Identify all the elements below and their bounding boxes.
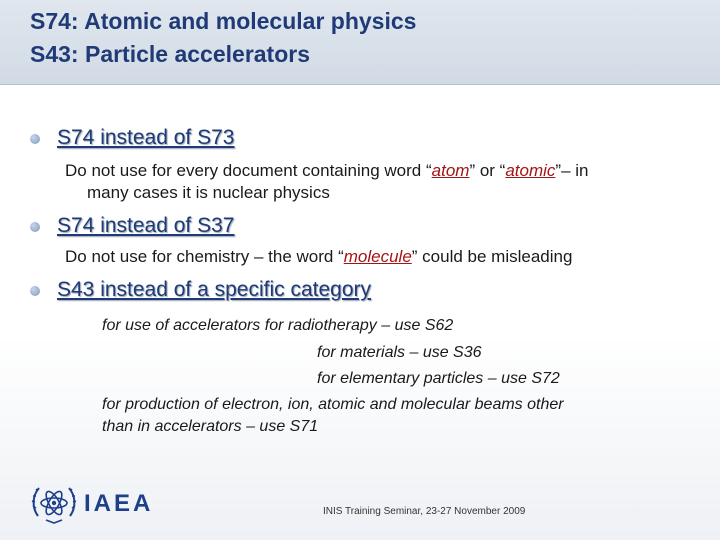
slide-content [0, 85, 720, 540]
title-band [0, 0, 720, 85]
bullet-dot-icon [30, 286, 40, 296]
iaea-atom-emblem-icon [30, 482, 78, 526]
term-molecule: molecule [343, 247, 412, 266]
bullet-description-1: Do not use for every document containing word “atom” or “atomic”– in many cases it is nuclear physics [65, 161, 589, 202]
note-elementary-particles: for elementary particles – use S72 [317, 370, 560, 387]
note-materials: for materials – use S36 [317, 344, 482, 361]
bullet-description-2: Do not use for chemistry – the word “molecule” could be misleading [65, 247, 573, 266]
bullet-heading: S74 instead of S37 [57, 214, 235, 237]
iaea-logo-text: IAEA [84, 490, 154, 517]
bullet-dot-icon [30, 222, 40, 232]
slide-title-line-1: S74: Atomic and molecular physics [30, 8, 417, 34]
note-beams: for production of electron, ion, atomic and molecular beams other [102, 396, 564, 413]
note-radiotherapy: for use of accelerators for radiotherapy – use S62 [102, 317, 454, 334]
bullet-dot-icon [30, 134, 40, 144]
note-beams-continued: than in accelerators – use S71 [102, 418, 319, 435]
term-atomic: atomic [505, 161, 556, 180]
term-atom: atom [431, 161, 470, 180]
footer-seminar-text: INIS Training Seminar, 23-27 November 2009 [323, 506, 526, 517]
iaea-logo [30, 482, 170, 526]
slide-title-line-2: S43: Particle accelerators [30, 41, 311, 67]
bullet-heading: S43 instead of a specific category [57, 278, 372, 301]
bullet-heading: S74 instead of S73 [57, 126, 235, 149]
